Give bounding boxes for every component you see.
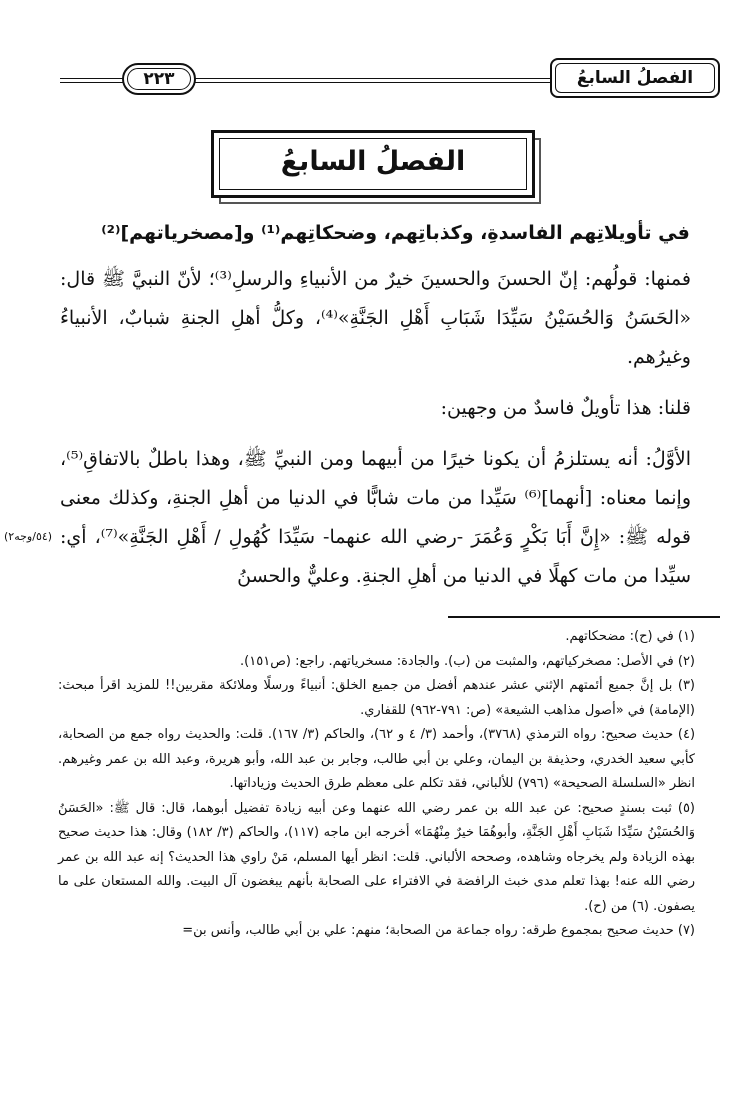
running-header: [60, 58, 720, 98]
chapter-title: الفصلُ السابعُ: [219, 138, 527, 190]
paragraph-1: فمنها: قولُهم: إنّ الحسنَ والحسينَ خيرٌ من الأنبياءِ والرسلِ⁽³⁾؛ لأنّ النبيَّ ﷺ قال: «الحَسَنُ وَالحُسَيْنُ سَيِّدَا شَبَابِ أَهْلِ الجَنَّةِ»⁽⁴⁾، وكلُّ أهلِ الجنةِ شبابٌ، الأنبياءُ وغيرُهم.: [60, 268, 691, 368]
footnote-1: (١) في (ح): مضحكاتهم.: [565, 629, 695, 644]
footnote-2: (٢) في الأصل: مصخركياتهم، والمثبت من (ب). والجادة: مسخرياتهم. راجع: (ص١٥١).: [240, 653, 695, 669]
footnote-5: (٥) ثبت بسندٍ صحيح: عن عبد الله بن عمر رضي الله عنهما وعن أبيه زيادة تفضيل أبوهما، قال: قال ﷺ: «الحَسَنُ وَالحُسَيْنُ سَيِّدَا شَبَابِ أَهْلِ الجَنَّةِ، وأبوهُمَا خيرٌ مِنْهُمَا» أخرجه ابن ماجه (١١٧)، والحاكم (٣/ ١٨٢) وقال: هذا حديث صحيح بهذه الزيادة ولم يخرجاه وشاهده، وصححه الألباني. قلت: انظر أيها المسلم، مَنْ راوي هذا الحديث؟ إنه عبد الله بن عمر رضي الله عنه! بهذا تعلم مدى خبث الرافضة في الافتراء على الصحابة بأنهم يبغضون آل البيت. والله المستعان على ما يصفون. (٦) من (ح).: [58, 800, 695, 914]
body-text: [60, 260, 691, 596]
footnote-rule: [448, 616, 720, 618]
footnote-4: (٤) حديث صحيح: رواه الترمذي (٣٧٦٨)، وأحمد (٣/ ٤ و ٦٢)، والحاكم (٣/ ١٦٧). قلت: والحديث رواه جمع من الصحابة، كأبي سعيد الخدري، وحذيفة بن اليمان، وعلي بن أبي طالب، وجابر بن عبد الله، وأبو هريرة، وعبد الله بن عمر وغيرهم. انظر «السلسلة الصحيحة» (٧٩٦) للألباني، فقد تكلم على معظم طرق الحديث وزياداتها.: [58, 727, 696, 791]
page-number: ٢٢٣: [122, 63, 196, 95]
margin-note: (٥٤/وجه٢): [4, 530, 53, 543]
footnote-7: (٧) حديث صحيح بمجموع طرقه: رواه جماعة من الصحابة؛ منهم: علي بن أبي طالب، وأنس بن=: [182, 923, 695, 938]
paragraph-2: قلنا: هذا تأويلٌ فاسدٌ من وجهين:: [440, 397, 691, 419]
footnotes: [58, 625, 695, 944]
section-subheading: في تأويلاتِهم الفاسدةِ، وكذباتِهم، وضحكاتِهم⁽¹⁾ و[مصخرياتهم]⁽²⁾: [101, 222, 690, 244]
paragraph-3: الأوَّلُ: أنه يستلزمُ أن يكونا خيرًا من أبيهما ومن النبيِّ ﷺ، وهذا باطلٌ بالاتفاقِ⁽⁵⁾، وإنما معناه: [أنهما]⁽⁶⁾ سَيِّدا من مات شابًّا في الدنيا من أهلِ الجنةِ، وكذلك معنى قوله ﷺ: «إِنَّ أَبَا بَكْرٍ وَعُمَرَ -رضي الله عنهما- سَيِّدَا كُهُولِ / أَهْلِ الجَنَّةِ»⁽⁷⁾، أي: سيِّدا من مات كهلًا في الدنيا من أهلِ الجنةِ. وعليٌّ والحسنُ: [60, 448, 691, 587]
chapter-title-frame: [211, 130, 535, 198]
footnote-3: (٣) بل إنَّ جميع أئمتهم الإثني عشر عندهم أفضل من جميع الخلق: أنبياءً ورسلًا وملائكة مقربين!! للمزيد اقرأ مبحث: (الإمامة) في «أصول مذاهب الشيعة» (ص: ٧٩١-٩٦٢) للقفاري.: [58, 678, 695, 718]
running-title: الفصلُ السابعُ: [550, 58, 720, 98]
